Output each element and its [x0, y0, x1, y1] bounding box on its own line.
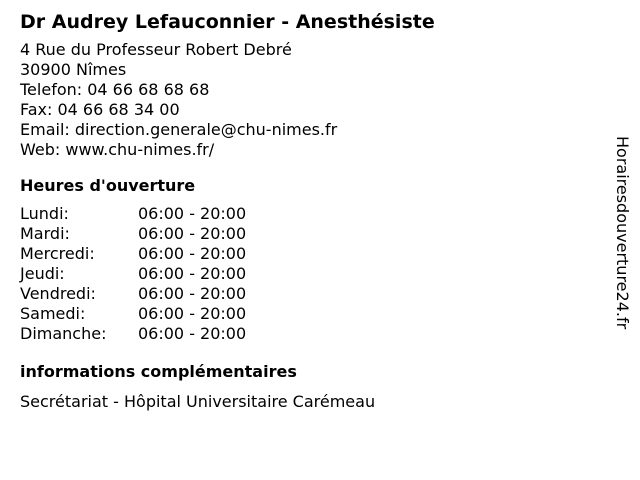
- phone-number: Telefon: 04 66 68 68 68: [20, 80, 210, 99]
- hours-day: Lundi:: [20, 204, 69, 223]
- listing-content: [20, 8, 600, 412]
- hours-time: 06:00 - 20:00: [138, 324, 247, 343]
- hours-time: 06:00 - 20:00: [138, 204, 247, 223]
- hours-row: [20, 284, 600, 304]
- hours-time: 06:00 - 20:00: [138, 264, 247, 283]
- hours-row: [20, 324, 600, 344]
- hours-day: Vendredi:: [20, 284, 96, 303]
- hours-time: 06:00 - 20:00: [138, 244, 247, 263]
- hours-row: [20, 204, 600, 224]
- opening-hours-table: [20, 204, 600, 344]
- site-credit-watermark: Horairesdouverture24.fr: [613, 136, 632, 330]
- hours-day: Mercredi:: [20, 244, 95, 263]
- address-block: [20, 40, 600, 160]
- hours-row: [20, 264, 600, 284]
- hours-time: 06:00 - 20:00: [138, 224, 247, 243]
- city-address: 30900 Nîmes: [20, 60, 127, 79]
- hours-day: Samedi:: [20, 304, 86, 323]
- street-address: 4 Rue du Professeur Robert Debré: [20, 40, 292, 59]
- fax-number: Fax: 04 66 68 34 00: [20, 100, 180, 119]
- additional-info-text: Secrétariat - Hôpital Universitaire Carémeau: [20, 392, 376, 411]
- hours-time: 06:00 - 20:00: [138, 304, 247, 323]
- hours-row: [20, 224, 600, 244]
- email-address: Email: direction.generale@chu-nimes.fr: [20, 120, 338, 139]
- additional-info-heading: informations complémentaires: [20, 362, 297, 381]
- website-address: Web: www.chu-nimes.fr/: [20, 140, 215, 159]
- hours-day: Mardi:: [20, 224, 70, 243]
- opening-hours-heading: Heures d'ouverture: [20, 176, 196, 195]
- hours-time: 06:00 - 20:00: [138, 284, 247, 303]
- hours-day: Dimanche:: [20, 324, 107, 343]
- hours-row: [20, 304, 600, 324]
- hours-day: Jeudi:: [20, 264, 65, 283]
- page-title: Dr Audrey Lefauconnier - Anesthésiste: [20, 11, 435, 33]
- hours-row: [20, 244, 600, 264]
